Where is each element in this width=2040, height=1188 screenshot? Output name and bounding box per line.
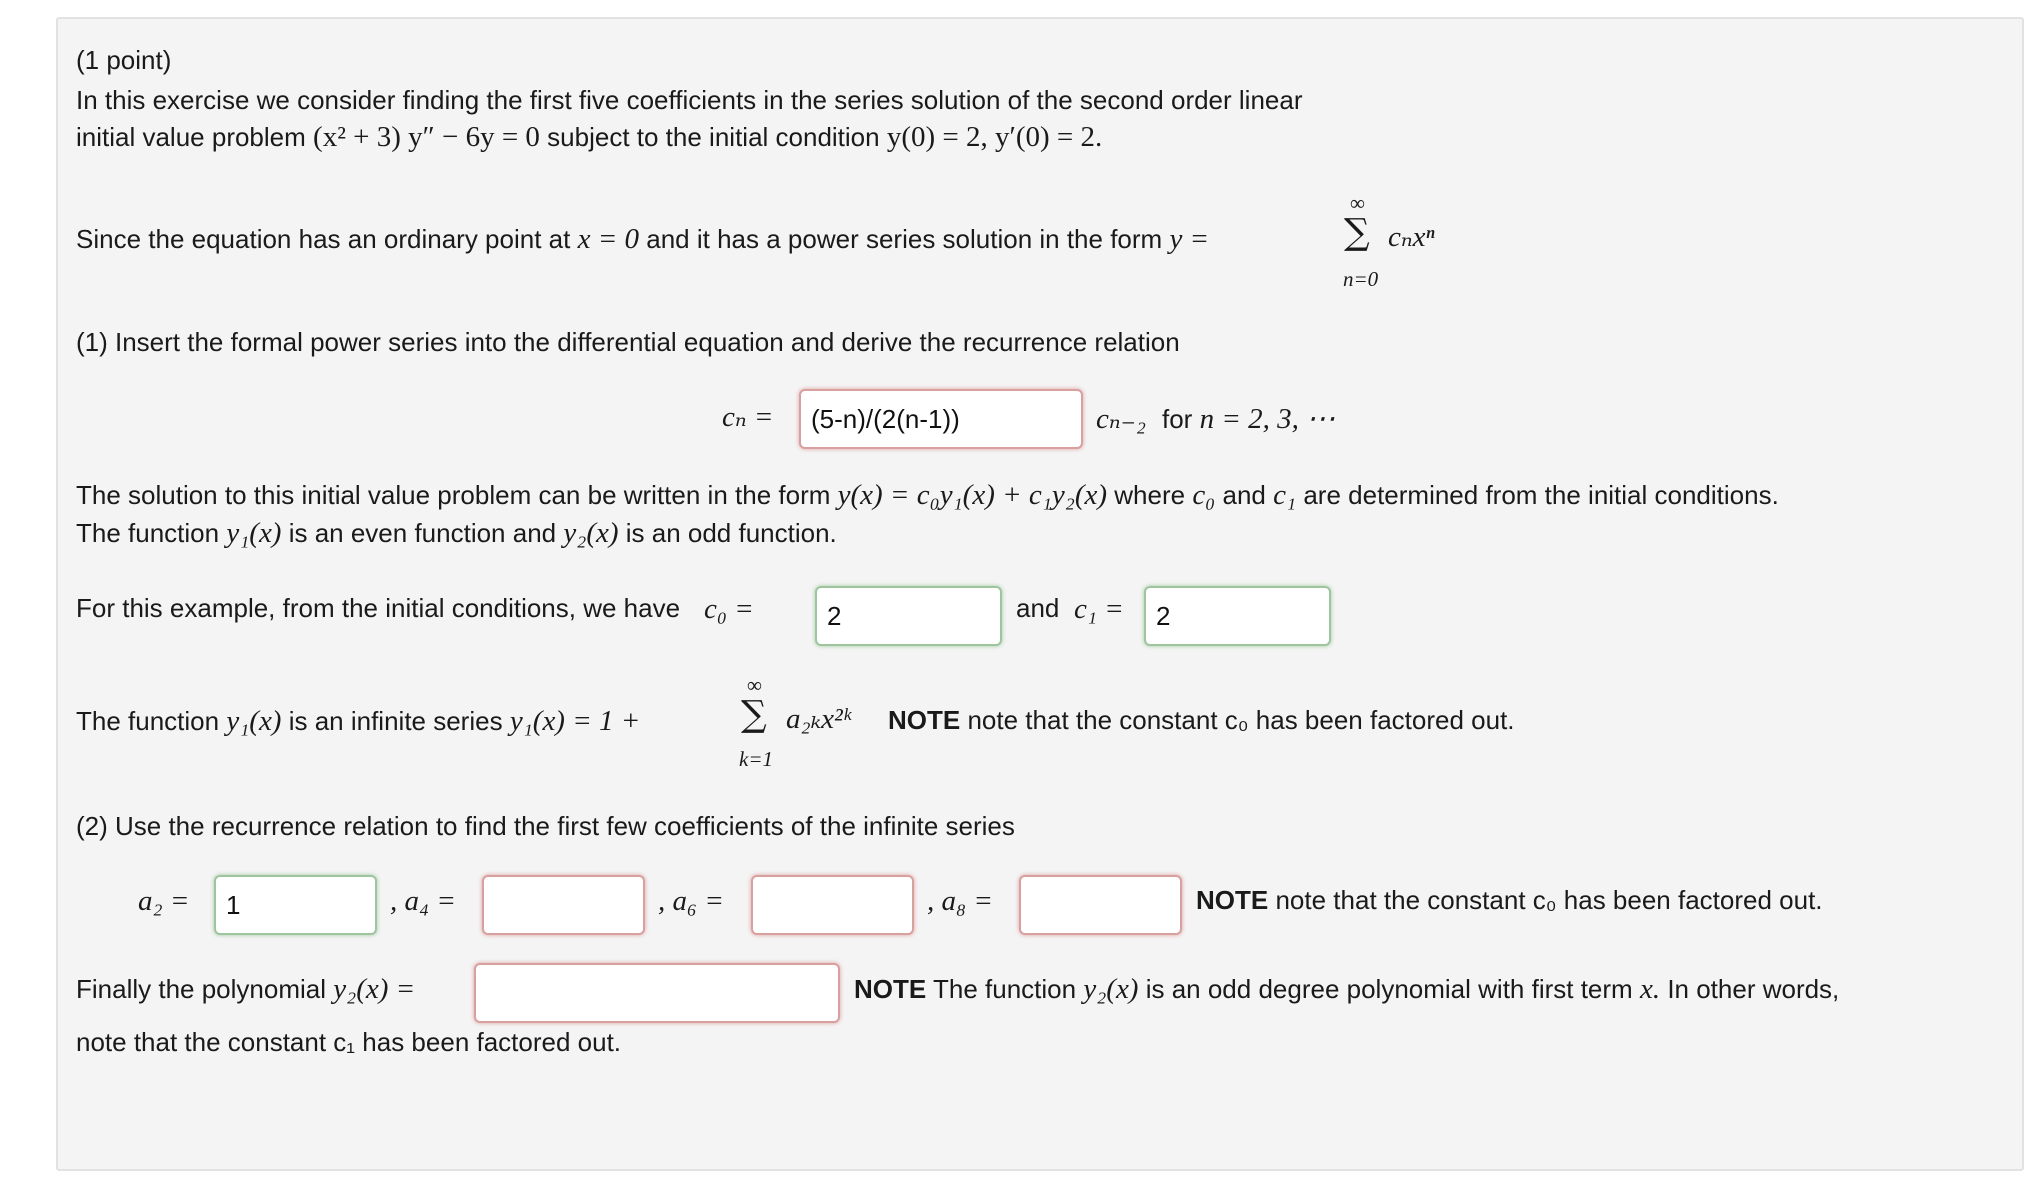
intro-text: initial value problem xyxy=(76,122,306,152)
and-text: and xyxy=(1222,480,1266,510)
intro-line-1: In this exercise we consider finding the first five coefficients in the series solution of the second order linear xyxy=(76,85,1303,115)
c0-label: c₀ = xyxy=(704,593,754,625)
polynomial-line xyxy=(76,973,415,1006)
n-range xyxy=(1162,401,1335,436)
problem-panel xyxy=(56,17,2024,1171)
odd-text: is an odd function. xyxy=(625,518,837,548)
a2-label: a₂ = xyxy=(138,885,190,917)
solution-form-text: The solution to this initial value problem can be written in the form xyxy=(76,480,831,510)
for-text: for xyxy=(1162,404,1193,434)
cn-minus-2: cₙ₋₂ xyxy=(1096,403,1147,435)
y1-series-term: a₂ₖx²ᵏ xyxy=(786,703,851,735)
ordinary-point-text: Since the equation has an ordinary point at xyxy=(76,224,571,254)
recurrence-input[interactable]: (5-n)/(2(n-1)) xyxy=(799,389,1083,449)
y1-series-text: The function xyxy=(76,706,220,736)
part1-instruction: (1) Insert the formal power series into the differential equation and derive the recurrence relation xyxy=(76,327,1180,357)
determined-text: are determined from the initial conditions. xyxy=(1303,480,1779,510)
y1-note-label: NOTE xyxy=(888,705,961,735)
n-range-value: n = 2, 3, ⋯ xyxy=(1199,403,1336,435)
ordinary-point-value: x = 0 xyxy=(577,223,640,255)
part2-note-label: NOTE xyxy=(1196,885,1269,915)
sigma-symbol: ∑ xyxy=(1344,212,1370,253)
a6-label: , a₆ = xyxy=(658,885,724,917)
cn-label: cₙ = xyxy=(722,401,774,433)
solution-form-line-2 xyxy=(76,517,837,550)
sum-lower-limit: n=0 xyxy=(1343,267,1379,291)
c1-label: c₁ = xyxy=(1074,593,1124,625)
a4-input[interactable] xyxy=(482,875,645,935)
polynomial-note-y2: y₂(x) xyxy=(1083,973,1139,1005)
y2-symbol: y₂(x) xyxy=(563,517,619,549)
a6-input[interactable] xyxy=(751,875,914,935)
solution-form-line-1 xyxy=(76,479,1779,512)
sum-upper-limit: ∞ xyxy=(1350,191,1365,215)
a2-input[interactable]: 1 xyxy=(214,875,377,935)
y1-sigma-symbol: ∑ xyxy=(741,694,767,735)
part2-note xyxy=(1196,885,1823,916)
series-term: cₙxⁿ xyxy=(1388,221,1435,253)
y1-note-text: note that the constant c₀ has been factored out. xyxy=(967,705,1515,735)
polynomial-note-text: The function xyxy=(933,974,1077,1004)
polynomial-text: Finally the polynomial xyxy=(76,974,327,1004)
ode-equation: (x² + 3) y″ − 6y = 0 xyxy=(313,121,540,153)
part2-note-text: note that the constant c₀ has been factored out. xyxy=(1275,885,1823,915)
y1-series-symbol: y₁(x) xyxy=(226,705,282,737)
c1-and-text: and xyxy=(1016,593,1060,623)
part2-instruction: (2) Use the recurrence relation to find the first few coefficients of the infinite series xyxy=(76,811,1015,841)
intro-mid-text: subject to the initial condition xyxy=(547,122,880,152)
function-text: The function xyxy=(76,518,220,548)
polynomial-note-mid: is an odd degree polynomial with first term xyxy=(1145,974,1633,1004)
polynomial-note-label: NOTE xyxy=(854,974,927,1004)
y2-label: y₂(x) = xyxy=(333,973,416,1005)
a4-label: , a₄ = xyxy=(390,885,456,917)
c0-symbol: c₀ xyxy=(1192,479,1216,511)
series-lhs: y = xyxy=(1169,223,1210,255)
c0-input[interactable]: 2 xyxy=(815,586,1002,646)
polynomial-note-x: x. xyxy=(1639,973,1661,1005)
ordinary-point-line xyxy=(76,223,1209,256)
polynomial-note xyxy=(854,973,1839,1006)
intro-line-2 xyxy=(76,121,1102,154)
a8-input[interactable] xyxy=(1019,875,1182,935)
polynomial-note-post: In other words, xyxy=(1667,974,1840,1004)
polynomial-line-2: note that the constant c₁ has been factored out. xyxy=(76,1027,622,1057)
points-label: (1 point) xyxy=(76,45,172,75)
y1-sum-upper-limit: ∞ xyxy=(747,673,762,697)
y1-series-lhs: y₁(x) = 1 + xyxy=(509,705,641,737)
ordinary-point-post: and it has a power series solution in the form xyxy=(646,224,1163,254)
even-text: is an even function and xyxy=(288,518,557,548)
initial-coeffs-text: For this example, from the initial conditions, we have xyxy=(76,593,681,623)
y1-series-line xyxy=(76,705,640,738)
initial-conditions: y(0) = 2, y′(0) = 2. xyxy=(886,121,1103,153)
c1-input[interactable]: 2 xyxy=(1144,586,1331,646)
y1-sum-lower-limit: k=1 xyxy=(739,747,773,771)
where-text: where xyxy=(1114,480,1186,510)
solution-formula: y(x) = c₀y₁(x) + c₁y₂(x) xyxy=(837,479,1108,511)
y1-symbol: y₁(x) xyxy=(226,517,282,549)
infinite-series-text: is an infinite series xyxy=(288,706,503,736)
a8-label: , a₈ = xyxy=(927,885,993,917)
y1-note xyxy=(888,705,1515,736)
c1-symbol: c₁ xyxy=(1273,479,1297,511)
y2-input[interactable] xyxy=(474,963,840,1023)
